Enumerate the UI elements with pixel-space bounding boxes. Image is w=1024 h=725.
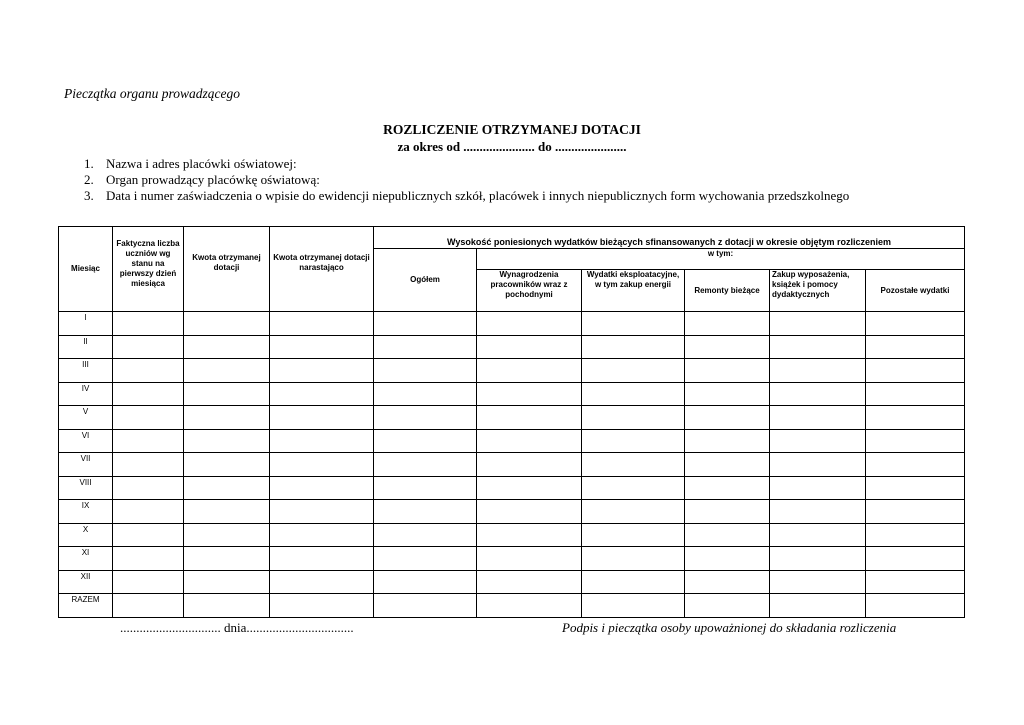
table-cell[interactable] (582, 382, 685, 406)
table-cell[interactable] (184, 500, 270, 524)
table-cell[interactable] (582, 570, 685, 594)
table-cell[interactable] (374, 570, 477, 594)
document-title: ROZLICZENIE OTRZYMANEJ DOTACJI (383, 122, 641, 137)
table-cell[interactable] (374, 594, 477, 618)
table-cell[interactable] (770, 382, 866, 406)
table-cell[interactable] (270, 453, 374, 477)
info-list (84, 156, 849, 204)
info-item (84, 172, 849, 188)
table-cell[interactable] (582, 594, 685, 618)
table-cell[interactable] (113, 500, 184, 524)
table-cell[interactable] (770, 523, 866, 547)
table-cell[interactable] (866, 453, 965, 477)
table-cell[interactable] (477, 547, 582, 571)
table-cell[interactable] (477, 382, 582, 406)
table-cell[interactable] (270, 594, 374, 618)
info-item-text: Nazwa i adres placówki oświatowej: (106, 156, 297, 171)
table-cell[interactable] (113, 547, 184, 571)
header-grant-cumulative: Kwota otrzymanej dotacji narastająco (270, 227, 374, 312)
table-cell[interactable] (770, 312, 866, 336)
table-cell[interactable] (113, 312, 184, 336)
table-cell[interactable] (770, 335, 866, 359)
table-row (59, 382, 965, 406)
table-cell[interactable] (770, 594, 866, 618)
table-cell[interactable] (866, 570, 965, 594)
table-cell[interactable] (477, 500, 582, 524)
table-cell[interactable] (866, 335, 965, 359)
table-cell[interactable] (866, 476, 965, 500)
header-other: Pozostałe wydatki (866, 270, 965, 312)
month-label: VIII (59, 476, 113, 500)
table-cell[interactable] (113, 453, 184, 477)
table-cell[interactable] (685, 382, 770, 406)
table-cell[interactable] (184, 547, 270, 571)
header-operating: Wydatki eksploatacyjne, w tym zakup energii (582, 270, 685, 312)
month-label: VI (59, 429, 113, 453)
table-cell[interactable] (374, 547, 477, 571)
table-cell[interactable] (770, 406, 866, 430)
table-cell[interactable] (184, 476, 270, 500)
table-cell[interactable] (184, 382, 270, 406)
table-cell[interactable] (270, 312, 374, 336)
table-cell[interactable] (582, 476, 685, 500)
header-students: Faktyczna liczba uczniów wg stanu na pierwszy dzień miesiąca (113, 227, 184, 312)
table-cell[interactable] (113, 359, 184, 383)
info-item-number: 2. (84, 172, 94, 187)
table-cell[interactable] (477, 335, 582, 359)
header-repairs: Remonty bieżące (685, 270, 770, 312)
table-cell[interactable] (113, 406, 184, 430)
table-cell[interactable] (113, 382, 184, 406)
table-cell[interactable] (477, 476, 582, 500)
table-cell[interactable] (582, 453, 685, 477)
table-cell[interactable] (270, 359, 374, 383)
month-label: XII (59, 570, 113, 594)
table-cell[interactable] (770, 453, 866, 477)
table-cell[interactable] (770, 476, 866, 500)
table-row (59, 406, 965, 430)
table-cell[interactable] (582, 359, 685, 383)
table-cell[interactable] (866, 406, 965, 430)
table-cell[interactable] (770, 570, 866, 594)
month-label: IX (59, 500, 113, 524)
table-cell[interactable] (866, 523, 965, 547)
table-cell[interactable] (374, 312, 477, 336)
table-cell[interactable] (270, 570, 374, 594)
table-cell[interactable] (184, 429, 270, 453)
info-item-text: Organ prowadzący placówkę oświatową: (106, 172, 320, 187)
month-label: I (59, 312, 113, 336)
table-cell[interactable] (477, 406, 582, 430)
table-cell[interactable] (374, 335, 477, 359)
table-cell[interactable] (374, 359, 477, 383)
table-cell[interactable] (685, 500, 770, 524)
table-cell[interactable] (770, 429, 866, 453)
table-cell[interactable] (685, 335, 770, 359)
table-cell[interactable] (113, 335, 184, 359)
table-cell[interactable] (866, 312, 965, 336)
table-row (59, 570, 965, 594)
table-cell[interactable] (270, 335, 374, 359)
table-row (59, 500, 965, 524)
table-cell[interactable] (866, 359, 965, 383)
table-row (59, 359, 965, 383)
table-cell[interactable] (582, 312, 685, 336)
table-cell[interactable] (866, 547, 965, 571)
table-cell[interactable] (184, 335, 270, 359)
table-cell[interactable] (582, 500, 685, 524)
month-label: XI (59, 547, 113, 571)
table-cell[interactable] (477, 594, 582, 618)
table-cell[interactable] (184, 594, 270, 618)
table-cell[interactable] (685, 429, 770, 453)
table-cell[interactable] (685, 570, 770, 594)
table-cell[interactable] (477, 523, 582, 547)
month-label: VII (59, 453, 113, 477)
table-cell[interactable] (770, 359, 866, 383)
table-cell[interactable] (685, 453, 770, 477)
table-cell[interactable] (770, 547, 866, 571)
table-cell[interactable] (477, 312, 582, 336)
total-row (59, 594, 965, 618)
table-cell[interactable] (477, 570, 582, 594)
table-cell[interactable] (270, 500, 374, 524)
table-cell[interactable] (270, 382, 374, 406)
header-expenses-group: Wysokość poniesionych wydatków bieżących sfinansowanych z dotacji w okresie objętym rozliczeniem (374, 227, 965, 249)
date-line: ............................... dnia................................. (120, 620, 354, 635)
period-line: za okres od ...................... do ...................... (397, 139, 627, 154)
table-cell[interactable] (270, 476, 374, 500)
table-cell[interactable] (113, 429, 184, 453)
table-cell[interactable] (270, 547, 374, 571)
table-cell[interactable] (184, 406, 270, 430)
table-row (59, 547, 965, 571)
table-cell[interactable] (184, 570, 270, 594)
table-cell[interactable] (582, 406, 685, 430)
table-cell[interactable] (113, 594, 184, 618)
table-cell[interactable] (270, 406, 374, 430)
table-cell[interactable] (770, 500, 866, 524)
total-row-label: RAZEM (59, 594, 113, 618)
table-cell[interactable] (184, 312, 270, 336)
header-including: w tym: (477, 249, 965, 270)
header-salaries: Wynagrodzenia pracowników wraz z pochodnymi (477, 270, 582, 312)
table-cell[interactable] (184, 359, 270, 383)
table-cell[interactable] (685, 312, 770, 336)
table-row (59, 335, 965, 359)
table-cell[interactable] (374, 523, 477, 547)
header-equipment: Zakup wyposażenia, książek i pomocy dydaktycznych (770, 270, 866, 312)
table-cell[interactable] (113, 523, 184, 547)
table-cell[interactable] (685, 476, 770, 500)
table-cell[interactable] (685, 547, 770, 571)
header-month: Miesiąc (59, 227, 113, 312)
table-cell[interactable] (477, 359, 582, 383)
table-cell[interactable] (685, 406, 770, 430)
table-cell[interactable] (374, 382, 477, 406)
info-item (84, 188, 849, 204)
header-grant-amount: Kwota otrzymanej dotacji (184, 227, 270, 312)
settlement-table (58, 226, 965, 618)
info-item-number: 1. (84, 156, 94, 171)
table-cell[interactable] (477, 453, 582, 477)
table-cell[interactable] (270, 429, 374, 453)
stamp-label: Pieczątka organu prowadzącego (64, 86, 240, 101)
header-total: Ogółem (374, 249, 477, 312)
table-cell[interactable] (582, 547, 685, 571)
table-cell[interactable] (184, 453, 270, 477)
table-cell[interactable] (685, 523, 770, 547)
table-cell[interactable] (184, 523, 270, 547)
table-row (59, 312, 965, 336)
table-row (59, 429, 965, 453)
table-cell[interactable] (582, 335, 685, 359)
month-label: V (59, 406, 113, 430)
table-cell[interactable] (374, 476, 477, 500)
table-cell[interactable] (477, 429, 582, 453)
table-cell[interactable] (113, 476, 184, 500)
info-item-text: Data i numer zaświadczenia o wpisie do ewidencji niepublicznych szkół, placówek i innych niepublicznych form wychowania przedszkolnego (106, 188, 850, 203)
table-row (59, 453, 965, 477)
month-label: II (59, 335, 113, 359)
table-cell[interactable] (866, 382, 965, 406)
table-cell[interactable] (374, 406, 477, 430)
info-item (84, 156, 849, 172)
table-cell[interactable] (685, 594, 770, 618)
table-row (59, 476, 965, 500)
table-cell[interactable] (113, 570, 184, 594)
table-cell[interactable] (866, 500, 965, 524)
table-cell[interactable] (866, 429, 965, 453)
table-cell[interactable] (374, 453, 477, 477)
month-label: X (59, 523, 113, 547)
table-cell[interactable] (582, 523, 685, 547)
table-row (59, 523, 965, 547)
month-label: III (59, 359, 113, 383)
table-cell[interactable] (374, 500, 477, 524)
signature-label: Podpis i pieczątka osoby upoważnionej do składania rozliczenia (562, 620, 897, 635)
month-label: IV (59, 382, 113, 406)
table-cell[interactable] (685, 359, 770, 383)
table-cell[interactable] (270, 523, 374, 547)
table-cell[interactable] (374, 429, 477, 453)
info-item-number: 3. (84, 188, 94, 203)
table-cell[interactable] (866, 594, 965, 618)
table-cell[interactable] (582, 429, 685, 453)
